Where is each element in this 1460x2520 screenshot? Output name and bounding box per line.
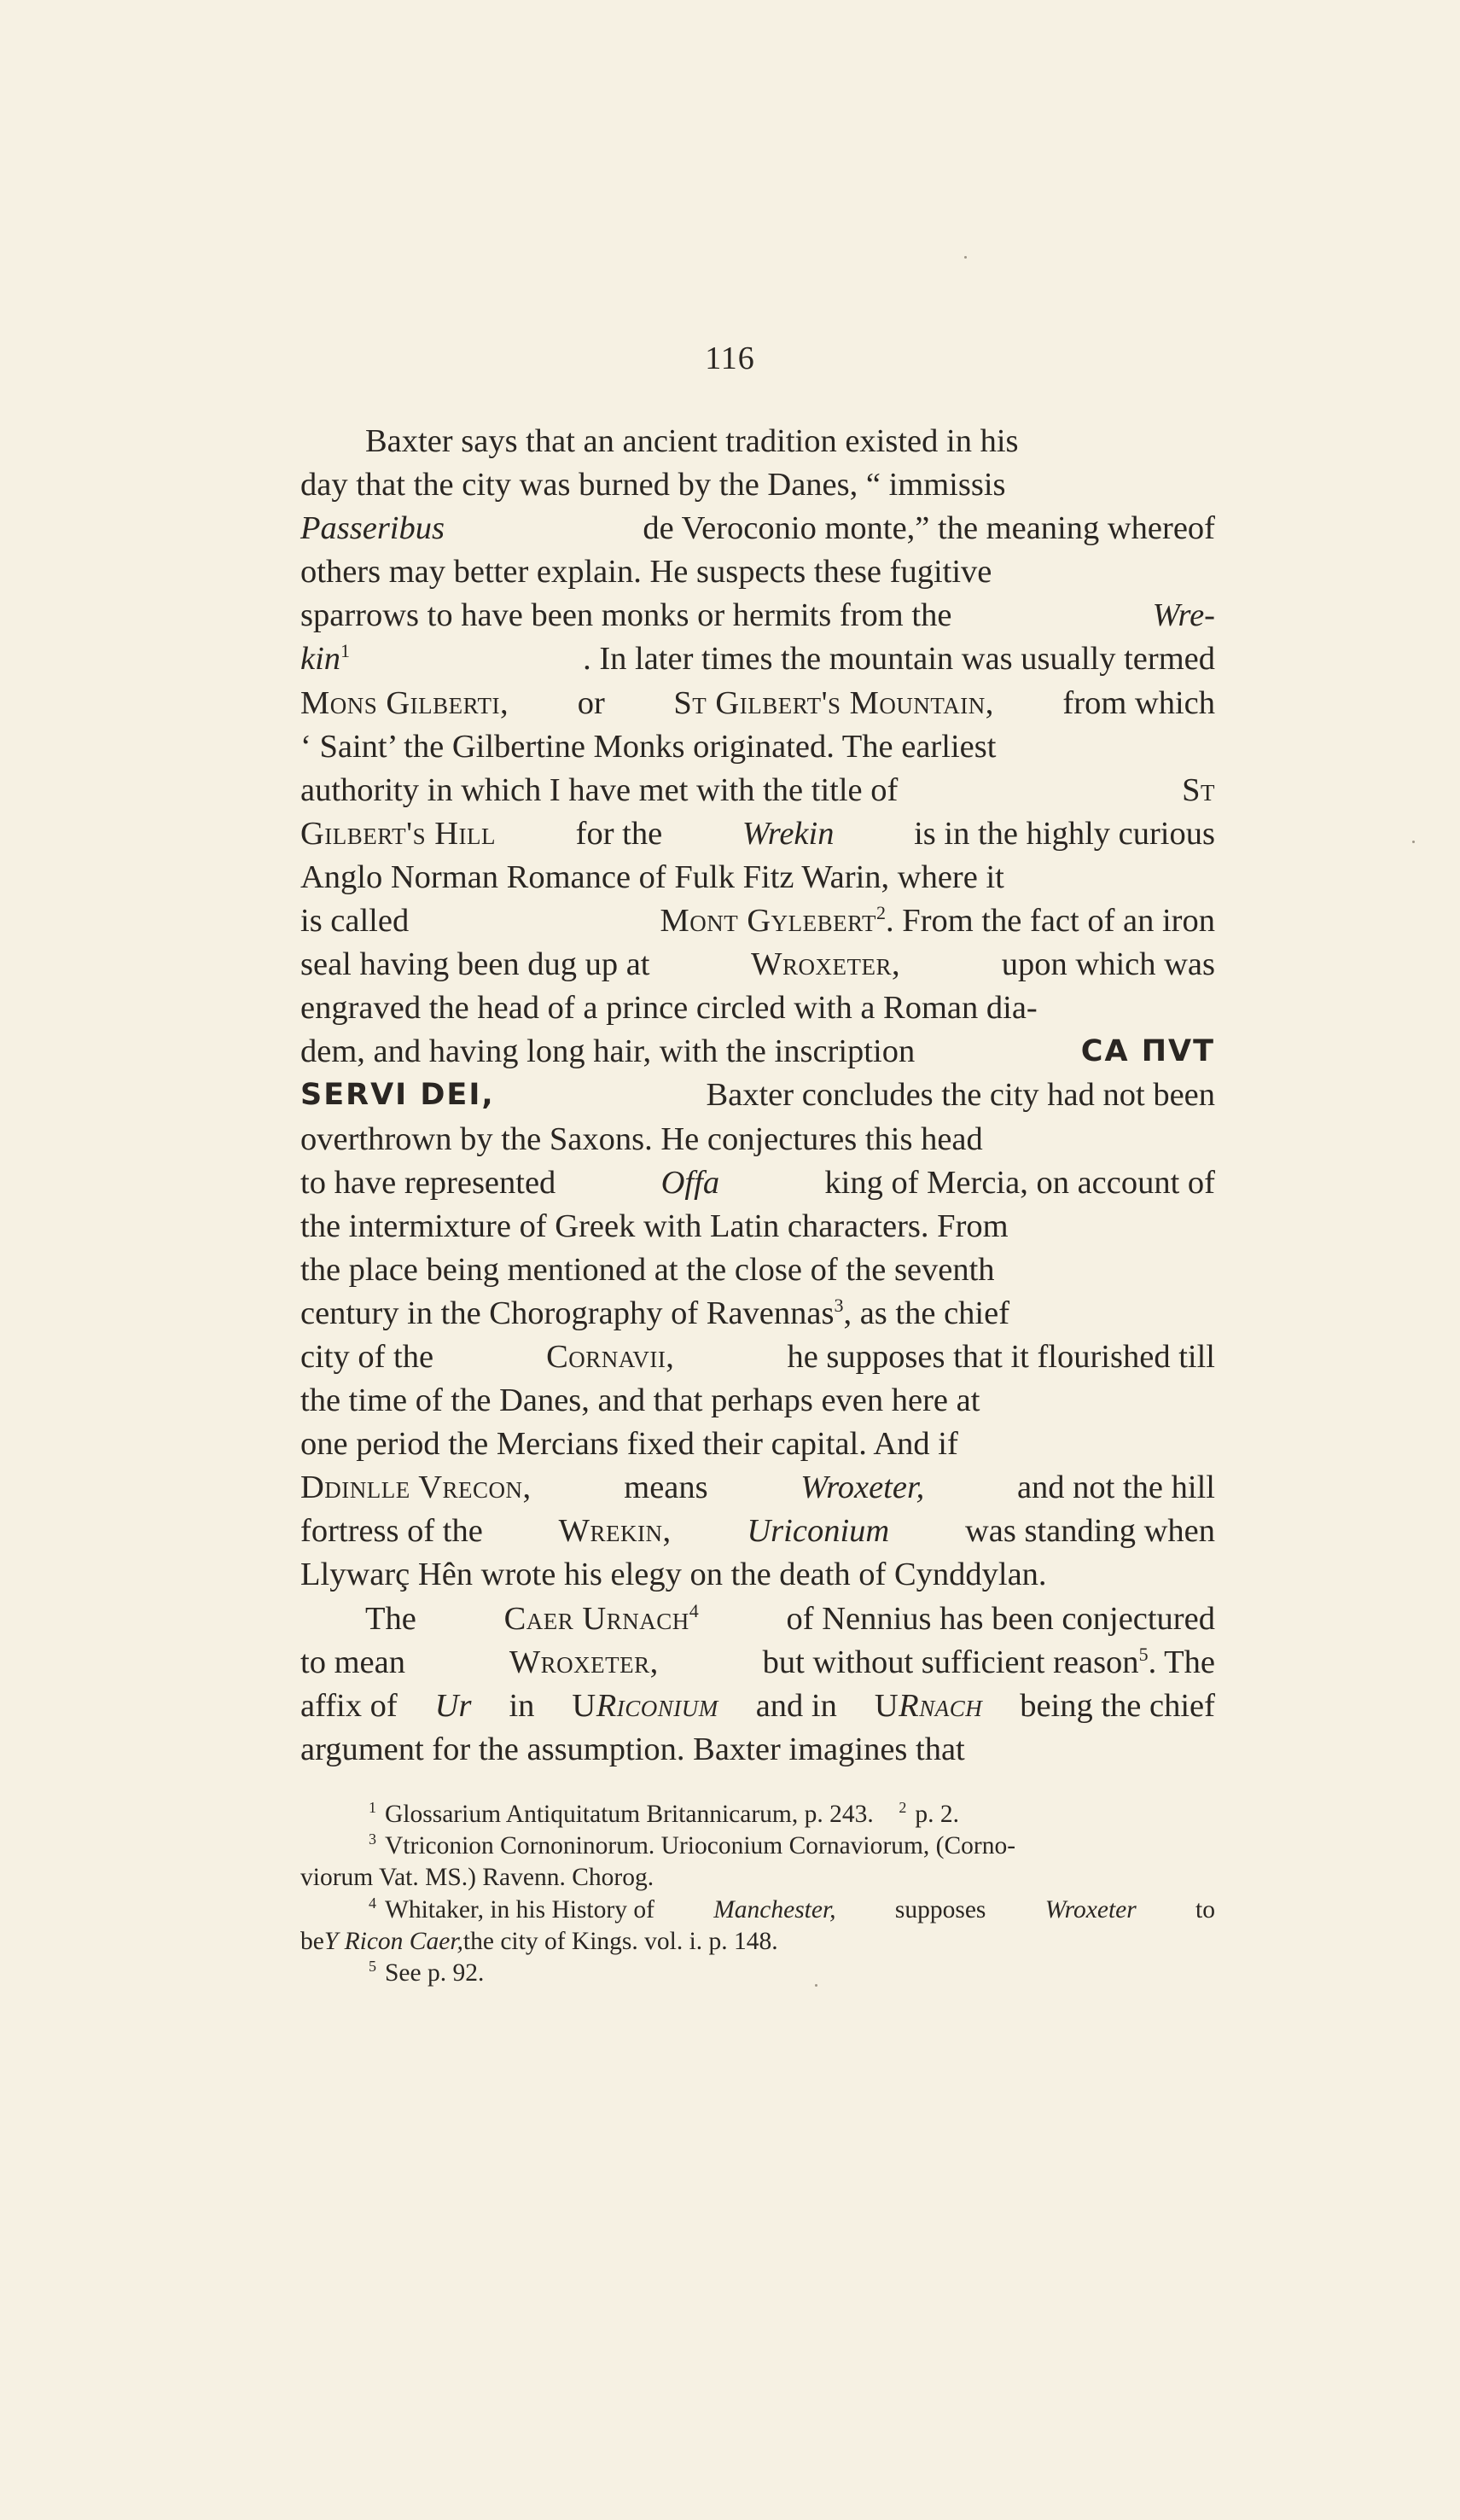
seal-inscription: CA ΠVT bbox=[1080, 1034, 1215, 1069]
paper-speck bbox=[815, 1984, 817, 1987]
text-line: dem, and having long hair, with the inscription CA ΠVT bbox=[300, 1030, 1215, 1074]
text-line: Ddinlle Vrecon, means Wroxeter, and not the hill bbox=[300, 1470, 1215, 1506]
footnote-ref: 3 bbox=[834, 1294, 844, 1316]
paper-speck bbox=[964, 256, 967, 259]
text-line: overthrown by the Saxons. He conjectures this head bbox=[300, 1120, 983, 1157]
text-line: the time of the Danes, and that perhaps even here at bbox=[300, 1382, 980, 1419]
text-line: affix of Ur in URiconium and in URnach being the chief bbox=[300, 1687, 1215, 1724]
footnote-continuation: be Y Ricon Caer, the city of Kings. vol. i. p. 148. bbox=[300, 1927, 778, 1955]
text-line: authority in which I have met with the title of St bbox=[300, 771, 1215, 808]
footnote: $^5$ See p. 92. bbox=[369, 1957, 485, 1987]
footnote-ref: 2 bbox=[876, 902, 887, 924]
text-line: Passeribus de Veroconio monte,” the meaning whereof bbox=[300, 510, 1215, 547]
text-line: is called Mont Gylebert$^2$. From the fact of an iron bbox=[300, 902, 1215, 940]
footnote: $^3$ Vtriconion Cornoninorum. Urioconium Cornaviorum, (Corno- bbox=[369, 1830, 1016, 1860]
footnote-ref: 4 bbox=[689, 1599, 699, 1621]
text-line: day that the city was burned by the Danes, “ immissis bbox=[300, 467, 1006, 503]
footnote: $^4$ Whitaker, in his History of Manchester, supposes Wroxeter to bbox=[369, 1894, 1215, 1923]
text-line: to have represented Offa king of Mercia, on account of bbox=[300, 1164, 1215, 1201]
text-line: one period the Mercians fixed their capital. And if bbox=[300, 1426, 958, 1463]
footnote-ref: 5 bbox=[1138, 1643, 1149, 1665]
paper-speck bbox=[1412, 841, 1415, 843]
footnotes bbox=[300, 1799, 1215, 1989]
text-line: fortress of the Wrekin, Uriconium was standing when bbox=[300, 1513, 1215, 1550]
text-line: ‘ Saint’ the Gilbertine Monks originated. The earliest bbox=[300, 728, 997, 765]
text-line: SERVI DEI, Baxter concludes the city had not been bbox=[300, 1074, 1215, 1117]
main-text bbox=[300, 420, 1215, 1772]
footnote-ref: 1 bbox=[340, 640, 351, 662]
text-line: Llywarç Hên wrote his elegy on the death of Cynddylan. bbox=[300, 1557, 1047, 1593]
footnote-continuation: viorum Vat. MS.) Ravenn. Chorog. bbox=[300, 1864, 654, 1892]
text-line: Anglo Norman Romance of Fulk Fitz Warin, where it bbox=[300, 858, 1004, 895]
text-line: sparrows to have been monks or hermits from the Wre- bbox=[300, 597, 1215, 634]
text-line: the intermixture of Greek with Latin characters. From bbox=[300, 1208, 1009, 1244]
text-line: Mons Gilberti, or St Gilbert's Mountain, from which bbox=[300, 684, 1215, 721]
text-line: to mean Wroxeter, but without sufficient reason$^5$. The bbox=[300, 1643, 1215, 1680]
footnote: $^1$ Glossarium Antiquitatum Britannicarum, p. 243. $^2$ p. 2. bbox=[369, 1799, 959, 1828]
text-line: city of the Cornavii, he supposes that it flourished till bbox=[300, 1338, 1215, 1375]
text-line: century in the Chorography of Ravennas$^3$, as the chief bbox=[300, 1294, 1010, 1331]
seal-inscription: SERVI DEI, bbox=[300, 1078, 495, 1113]
page-number: 116 bbox=[705, 340, 755, 376]
text-line: others may better explain. He suspects these fugitive bbox=[300, 554, 992, 591]
text-line: The Caer Urnach$^4$ of Nennius has been conjectured bbox=[365, 1599, 1215, 1637]
text-line: engraved the head of a prince circled with a Roman dia- bbox=[300, 990, 1038, 1027]
text-line: argument for the assumption. Baxter imagines that bbox=[300, 1731, 965, 1767]
text-line: kin$^1$ . In later times the mountain was usually termed bbox=[300, 640, 1215, 678]
text-line: the place being mentioned at the close of the seventh bbox=[300, 1251, 995, 1288]
text-line: seal having been dug up at Wroxeter, upon which was bbox=[300, 946, 1215, 983]
text-line: Baxter says that an ancient tradition existed in his bbox=[365, 423, 1019, 459]
text-line: Gilbert's Hill for the Wrekin is in the highly curious bbox=[300, 815, 1215, 852]
